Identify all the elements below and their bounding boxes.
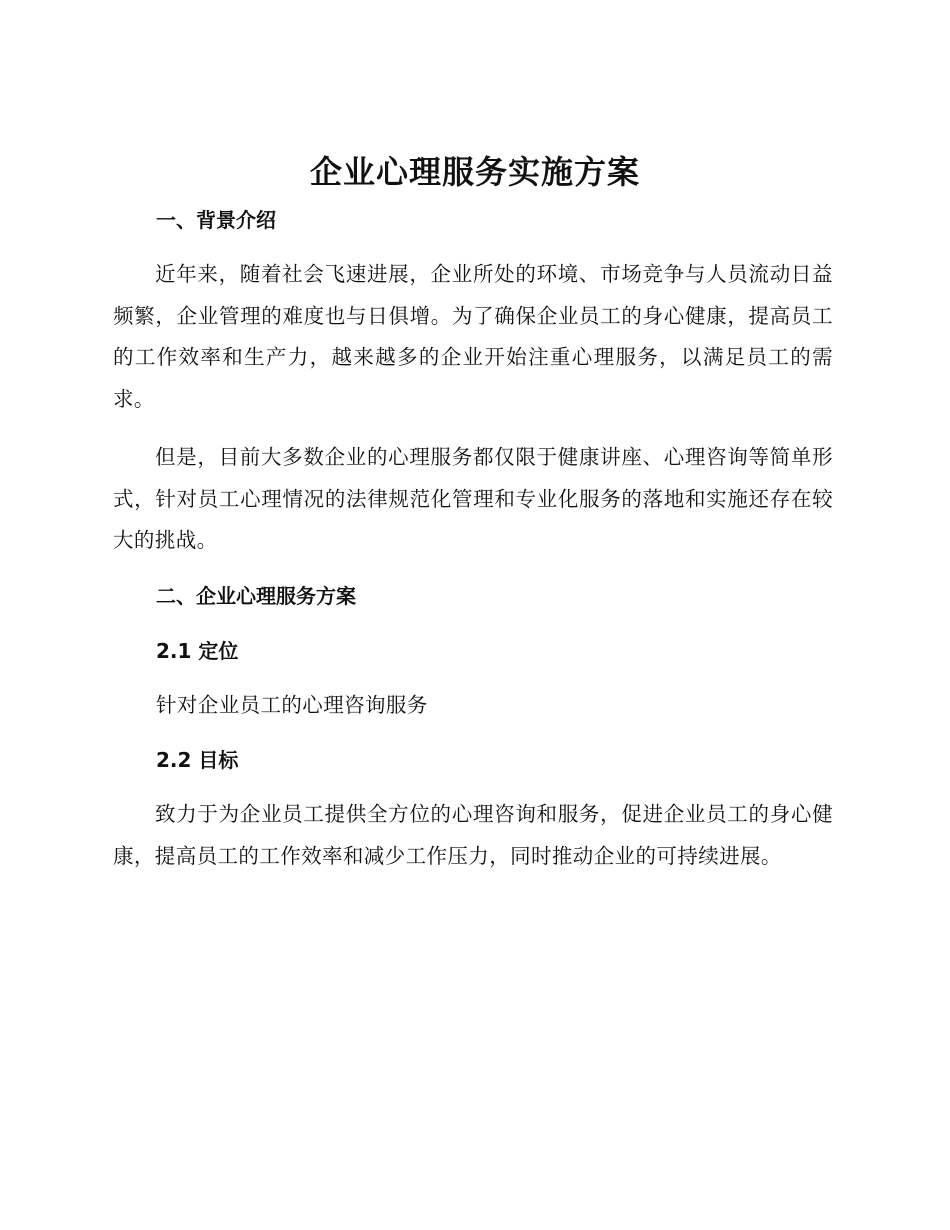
paragraph-background-1: 近年来，随着社会飞速进展，企业所处的环境、市场竞争与人员流动日益频繁，企业管理的难度也与日俱增。为了确保企业员工的身心健康，提高员工的工作效率和生产力，越来越多的企业开始注重心理服务，以满足员工的需求。 [113,262,833,411]
section-heading-plan: 二、企业心理服务方案 [156,584,356,608]
section-heading-background: 一、背景介绍 [156,208,276,232]
subsection-heading-positioning: 2.1 定位 [156,639,239,663]
paragraph-background-2: 但是，目前大多数企业的心理服务都仅限于健康讲座、心理咨询等简单形式，针对员工心理情况的法律规范化管理和专业化服务的落地和实施还存在较大的挑战。 [113,445,833,552]
subsection-heading-goals: 2.2 目标 [156,748,239,772]
goals-paragraph: 致力于为企业员工提供全方位的心理咨询和服务，促进企业员工的身心健康，提高员工的工作效率和减少工作压力，同时推动企业的可持续进展。 [113,802,833,868]
positioning-text: 针对企业员工的心理咨询服务 [156,693,428,717]
document-title: 企业心理服务实施方案 [309,153,640,191]
